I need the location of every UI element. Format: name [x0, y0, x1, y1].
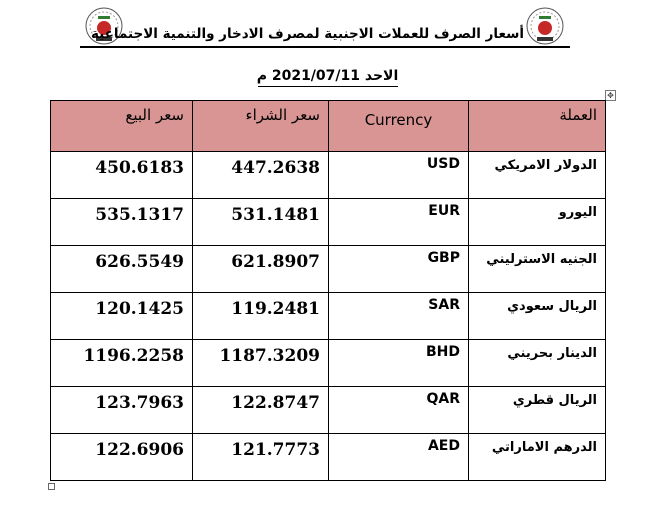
table-header-row: [51, 101, 606, 152]
bank-logo-right-icon: [525, 6, 565, 46]
code-cell: AED: [329, 434, 469, 481]
table-row: [51, 246, 606, 293]
code-cell: BHD: [329, 340, 469, 387]
table-row: [51, 340, 606, 387]
header-currency-code: Currency: [329, 101, 469, 152]
name-cell: الجنيه الاسترليني: [469, 246, 606, 293]
buy-cell: 621.8907: [193, 246, 329, 293]
header-divider: [80, 46, 570, 48]
header-currency-name: العملة: [469, 101, 606, 152]
buy-cell: 447.2638: [193, 152, 329, 199]
name-cell: الدينار بحريني: [469, 340, 606, 387]
name-cell: الدولار الامريكي: [469, 152, 606, 199]
name-cell: الريال قطري: [469, 387, 606, 434]
header-sell: سعر البيع: [51, 101, 193, 152]
date-line: الاحد 2021/07/11 م: [256, 68, 399, 84]
table-row: [51, 434, 606, 481]
sell-cell: 122.6906: [51, 434, 193, 481]
code-cell: QAR: [329, 387, 469, 434]
name-cell: اليورو: [469, 199, 606, 246]
table-row: [51, 293, 606, 340]
table-row: [51, 199, 606, 246]
table-row: [51, 152, 606, 199]
code-cell: SAR: [329, 293, 469, 340]
sell-cell: 1196.2258: [51, 340, 193, 387]
buy-cell: 531.1481: [193, 199, 329, 246]
buy-cell: 119.2481: [193, 293, 329, 340]
sell-cell: 535.1317: [51, 199, 193, 246]
buy-cell: 1187.3209: [193, 340, 329, 387]
date-underline: [258, 86, 398, 87]
code-cell: USD: [329, 152, 469, 199]
sell-cell: 450.6183: [51, 152, 193, 199]
sell-cell: 626.5549: [51, 246, 193, 293]
header-buy: سعر الشراء: [193, 101, 329, 152]
table-resize-handle[interactable]: [48, 483, 55, 490]
page-title: أسعار الصرف للعملات الاجنبية لمصرف الادخار والتنمية الاجتماعية: [90, 26, 524, 42]
name-cell: الدرهم الاماراتي: [469, 434, 606, 481]
sell-cell: 120.1425: [51, 293, 193, 340]
buy-cell: 122.8747: [193, 387, 329, 434]
exchange-rates-table: [50, 100, 606, 481]
table-row: [51, 387, 606, 434]
code-cell: EUR: [329, 199, 469, 246]
buy-cell: 121.7773: [193, 434, 329, 481]
code-cell: GBP: [329, 246, 469, 293]
move-icon[interactable]: ✥: [605, 90, 616, 101]
sell-cell: 123.7963: [51, 387, 193, 434]
name-cell: الريال سعودي: [469, 293, 606, 340]
